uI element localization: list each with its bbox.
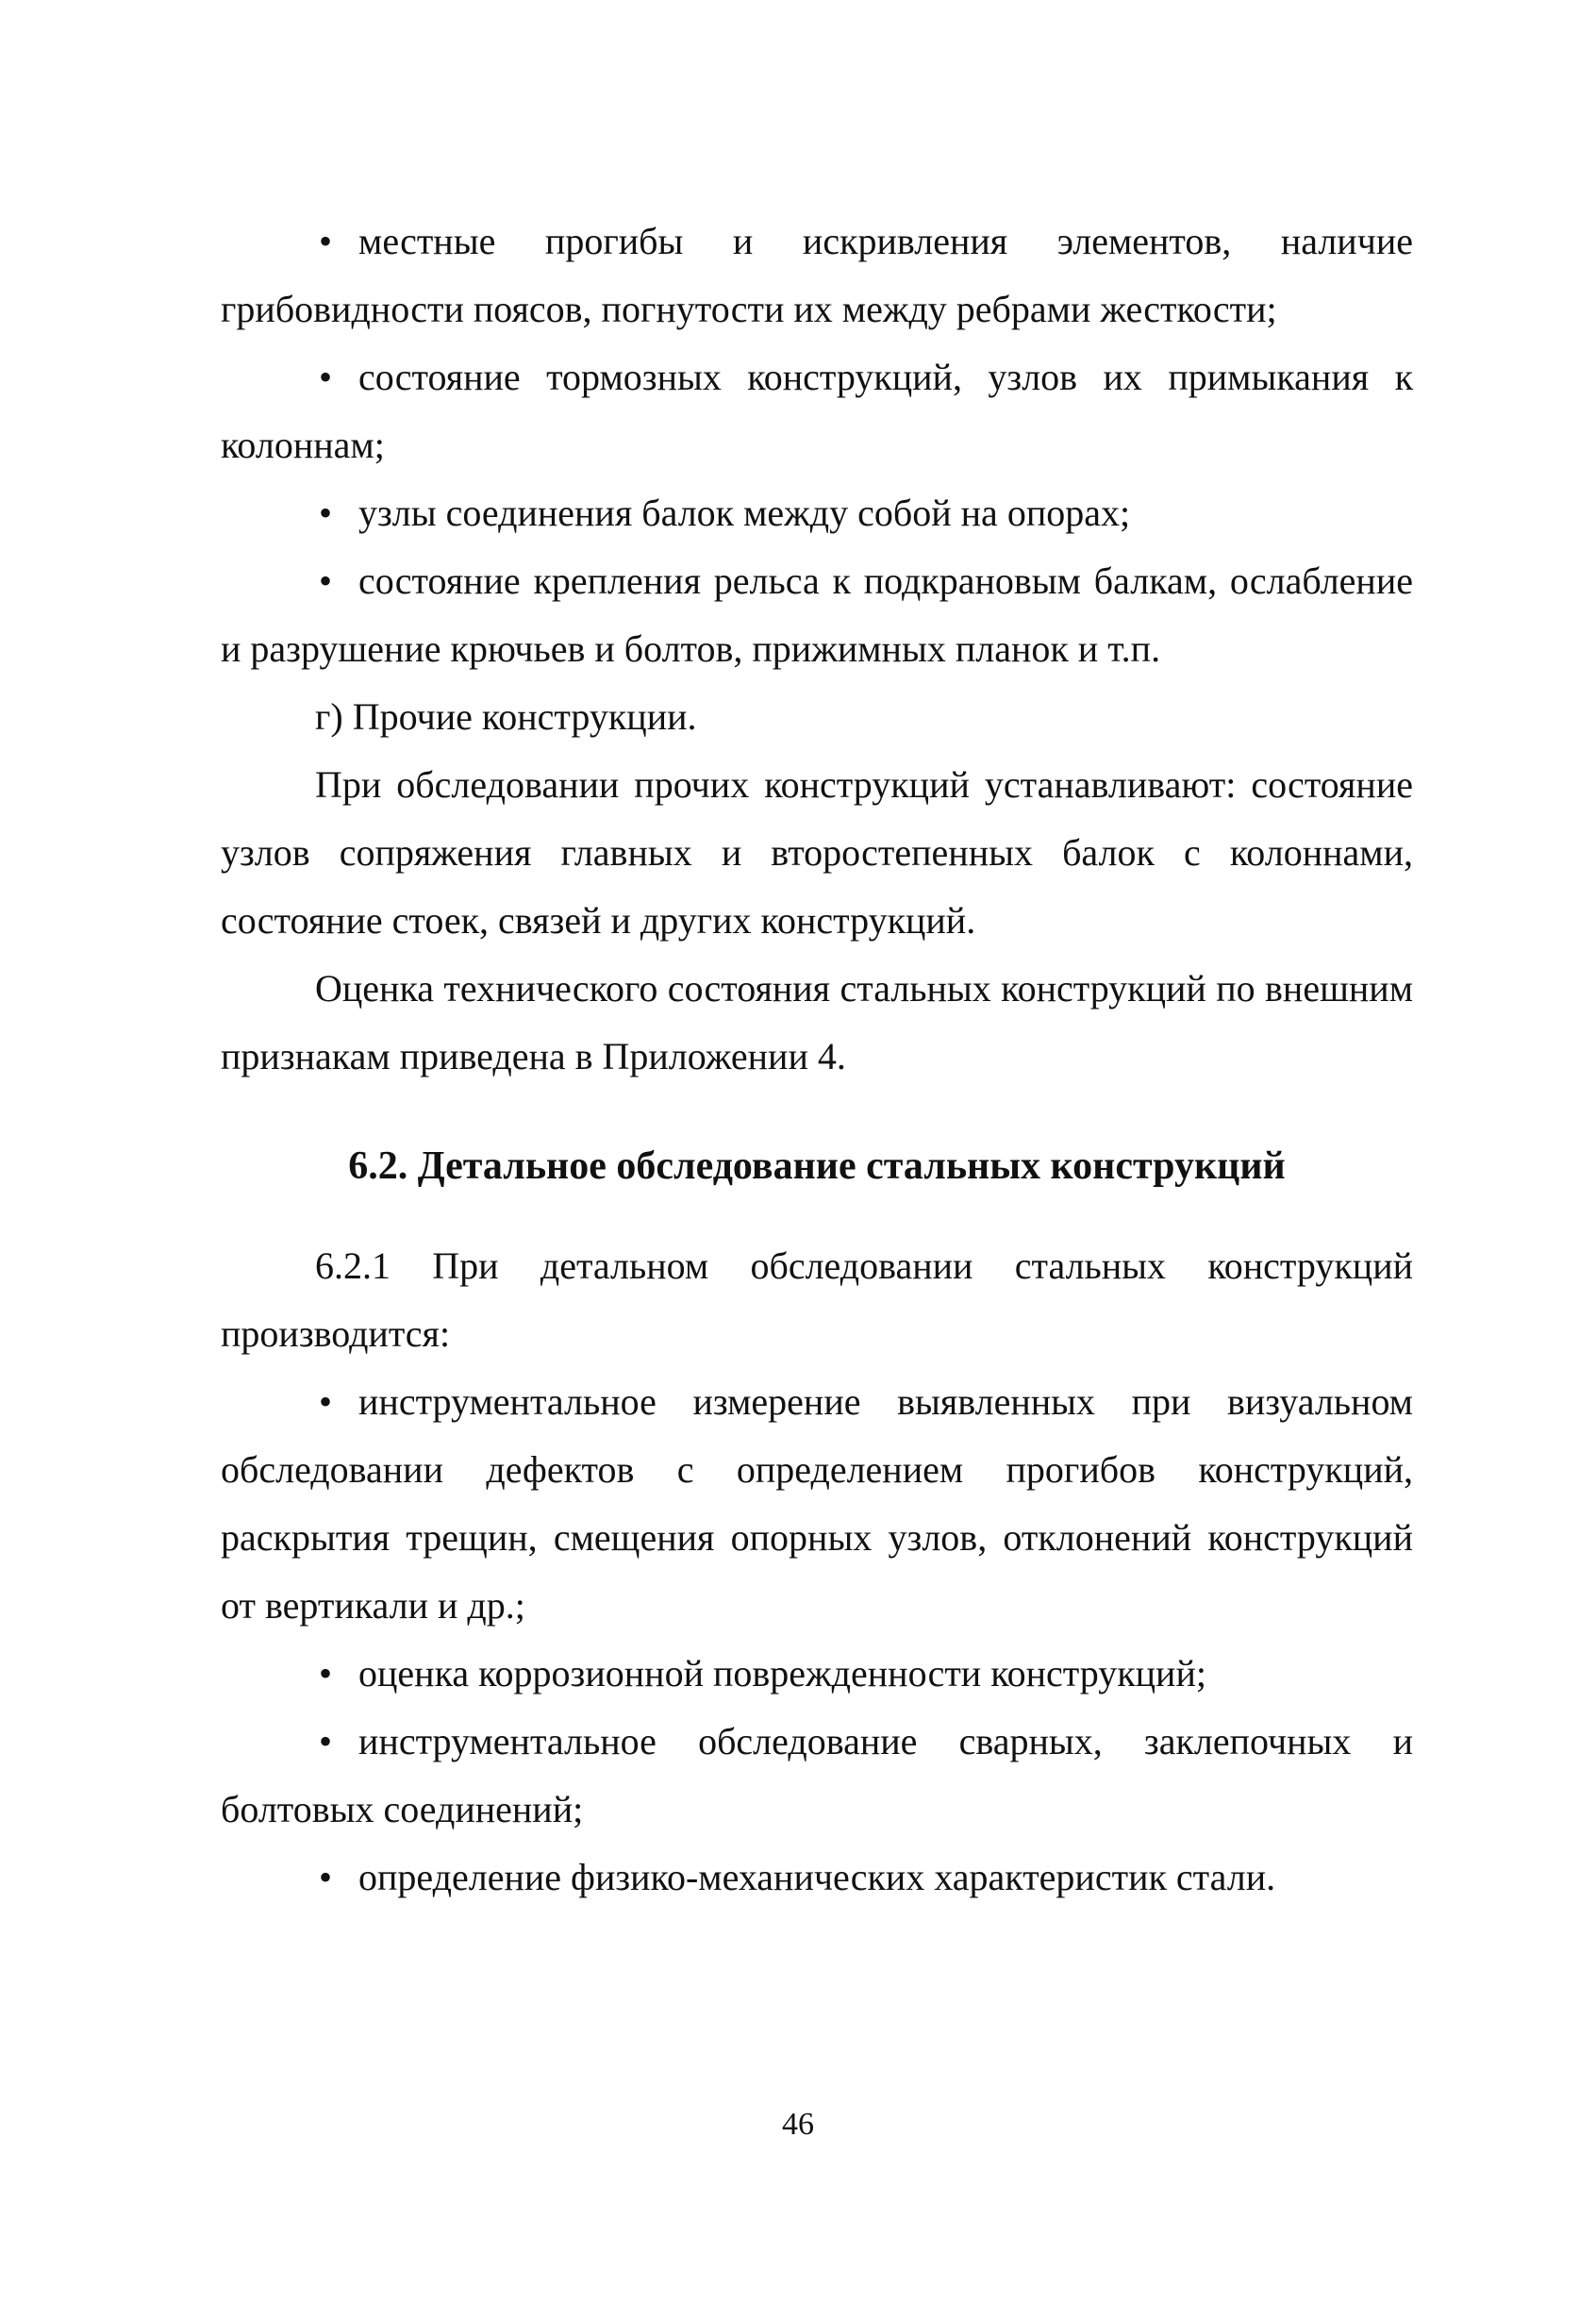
bullet-icon: • xyxy=(319,1856,333,1898)
list-item-text: инструментальное обследование сварных, заклепочных и болтовых соединений; xyxy=(221,1720,1413,1830)
page-number: 46 xyxy=(782,2107,814,2142)
section-heading: 6.2. Детальное обследование стальных конструкций xyxy=(348,1144,1286,1188)
list-item-bullet xyxy=(221,479,1413,547)
list-item-text: состояние крепления рельса к подкрановым балкам, ослабление и разрушение крючьев и болтов, прижимных планок и т.п. xyxy=(221,559,1413,670)
list-item-bullet xyxy=(221,1708,1413,1844)
bullet-icon: • xyxy=(319,1652,333,1695)
paragraph: Оценка технического состояния стальных конструкций по внешним признакам приведена в Приложении 4. xyxy=(221,967,1413,1077)
list-item-bullet xyxy=(221,1844,1413,1912)
list-item-text: состояние тормозных конструкций, узлов их примыкания к колоннам; xyxy=(221,356,1413,466)
bullet-icon: • xyxy=(319,220,333,262)
list-item-bullet xyxy=(221,547,1413,683)
bullet-icon: • xyxy=(319,356,333,398)
paragraph: При обследовании прочих конструкций устанавливают: состояние узлов сопряжения главных и второстепенных балок с колоннами, состояние стоек, связей и других конструкций. xyxy=(221,763,1413,942)
bullet-icon: • xyxy=(319,492,333,534)
bullet-icon: • xyxy=(319,1720,333,1762)
list-item-text: инструментальное измерение выявленных при визуальном обследовании дефектов с определением прогибов конструкций, раскрытия трещин, смещения опорных узлов, отклонений конструкций от вертикали и др.; xyxy=(221,1380,1413,1627)
list-item-bullet xyxy=(221,208,1413,343)
list-item-text: оценка коррозионной поврежденности конструкций; xyxy=(358,1652,1206,1695)
bullet-icon: • xyxy=(319,559,333,602)
bullet-icon: • xyxy=(319,1380,333,1423)
paragraph: 6.2.1 При детальном обследовании стальных конструкций производится: xyxy=(221,1244,1413,1355)
list-item-bullet xyxy=(221,1640,1413,1708)
list-item-bullet xyxy=(221,1368,1413,1640)
list-item-text: узлы соединения балок между собой на опорах; xyxy=(358,492,1131,534)
lower-text-block xyxy=(221,1232,1413,1912)
subsection-label: г) Прочие конструкции. xyxy=(315,695,697,738)
list-item-bullet xyxy=(221,343,1413,479)
list-item-text: определение физико-механических характеристик стали. xyxy=(358,1856,1276,1898)
upper-text-block xyxy=(221,208,1413,1091)
list-item-text: местные прогибы и искривления элементов, наличие грибовидности поясов, погнутости их между ребрами жесткости; xyxy=(221,220,1413,330)
